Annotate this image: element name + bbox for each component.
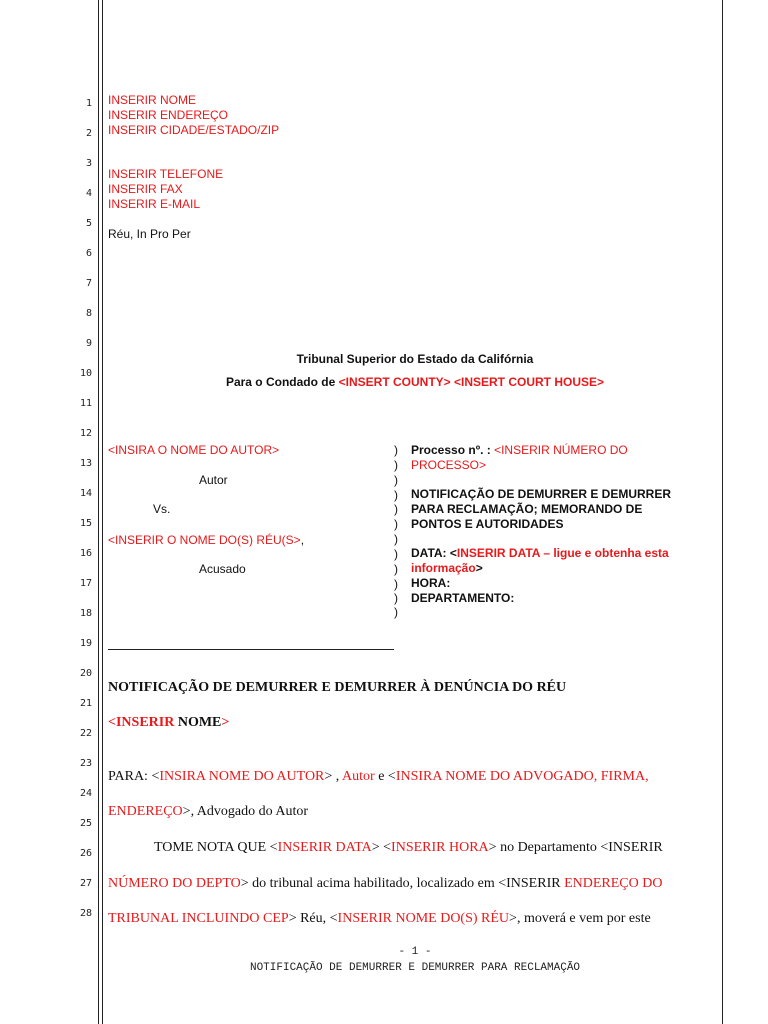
county-prefix: Para o Condado de xyxy=(225,375,339,389)
caption-paren: ) xyxy=(394,473,398,487)
line-number: 9 xyxy=(85,338,92,349)
to-sep: > , xyxy=(324,769,343,784)
time-placeholder: INSERIR HORA xyxy=(391,840,489,855)
line-number: 5 xyxy=(85,218,92,229)
county-field: <INSERT COUNTY> <INSERT COURT HOUSE> xyxy=(338,375,605,389)
address-placeholder: ENDEREÇO xyxy=(108,804,183,819)
case-number-line xyxy=(411,443,628,457)
line-number: 27 xyxy=(79,878,92,889)
defendant-placeholder: INSERIR NOME DO(S) RÉU xyxy=(337,911,510,926)
versus-label: Vs. xyxy=(153,502,171,516)
name-field: INSERIR NOME xyxy=(108,93,197,107)
court-title: Tribunal Superior do Estado da Califórnia xyxy=(296,352,534,366)
defendant-comma: , xyxy=(300,533,305,547)
right-margin-rule xyxy=(722,0,723,1024)
caption-paren: ) xyxy=(394,488,398,502)
party-role: Réu, In Pro Per xyxy=(108,227,191,241)
line-number: 2 xyxy=(85,128,92,139)
line-number: 12 xyxy=(79,428,92,439)
to-prefix: PARA: < xyxy=(108,769,160,784)
p1-sep: > < xyxy=(371,840,392,855)
line-number: 14 xyxy=(79,488,92,499)
caption-paren: ) xyxy=(394,458,398,472)
line-number: 15 xyxy=(79,518,92,529)
line-number: 10 xyxy=(79,368,92,379)
line-number: 11 xyxy=(79,398,92,409)
name-close: > xyxy=(221,715,230,730)
body-paragraph-line-3 xyxy=(108,911,651,927)
body-paragraph-line-2 xyxy=(108,876,662,892)
date-field: INSERIR DATA – ligue e obtenha esta xyxy=(456,546,669,560)
city-field: INSERIR CIDADE/ESTADO/ZIP xyxy=(108,123,280,137)
caption-paren: ) xyxy=(394,577,398,591)
name-open: < xyxy=(108,715,116,730)
defendant-name: <INSERIR O NOME DO(S) RÉU(S> xyxy=(108,533,301,547)
caption-paren: ) xyxy=(394,605,398,619)
date-field-cont: informação xyxy=(411,561,476,575)
line-number: 21 xyxy=(79,698,92,709)
line-number: 28 xyxy=(79,908,92,919)
plaintiff-role: Autor xyxy=(199,473,228,487)
notice-title-1: NOTIFICAÇÃO DE DEMURRER E DEMURRER xyxy=(411,487,672,501)
line-number: 26 xyxy=(79,848,92,859)
plaintiff-name: <INSIRA O NOME DO AUTOR> xyxy=(108,443,280,457)
hearing-date-line xyxy=(411,546,669,560)
date-close: > xyxy=(475,561,483,575)
caption-paren: ) xyxy=(394,443,398,457)
page-number: - 1 - xyxy=(398,946,432,958)
p2-text: > do tribunal acima habilitado, localizado em <INSERIR xyxy=(240,876,565,891)
case-number-field-cont: PROCESSO> xyxy=(411,458,487,472)
attorney-role: >, Advogado do Autor xyxy=(182,804,309,819)
defendant-line xyxy=(108,533,304,547)
line-number: 4 xyxy=(85,188,92,199)
name-placeholder-line xyxy=(108,715,229,731)
line-number: 16 xyxy=(79,548,92,559)
dept-placeholder: NÚMERO DO DEPTO xyxy=(108,876,241,891)
email-field: INSERIR E-MAIL xyxy=(108,197,201,211)
line-number: 3 xyxy=(85,158,92,169)
date-placeholder: INSERIR DATA xyxy=(277,840,372,855)
line-number: 8 xyxy=(85,308,92,319)
date-label: DATA: < xyxy=(411,546,457,560)
caption-underline xyxy=(108,649,394,650)
line-number: 24 xyxy=(79,788,92,799)
fax-field: INSERIR FAX xyxy=(108,182,183,196)
line-number: 18 xyxy=(79,608,92,619)
body-paragraph-line-1 xyxy=(154,840,663,856)
case-number-field: <INSERIR NÚMERO DO xyxy=(494,443,628,457)
addressee-line-1 xyxy=(108,769,649,785)
department-label: DEPARTAMENTO: xyxy=(411,591,515,605)
hearing-date-line-cont xyxy=(411,561,483,575)
line-number: 19 xyxy=(79,638,92,649)
p3-text: > Réu, < xyxy=(288,911,338,926)
line-number: 23 xyxy=(79,758,92,769)
line-number: 6 xyxy=(85,248,92,259)
line-number: 22 xyxy=(79,728,92,739)
p1-text: TOME NOTA QUE < xyxy=(154,840,278,855)
case-number-label: Processo nº. : xyxy=(411,443,495,457)
phone-field: INSERIR TELEFONE xyxy=(108,167,224,181)
plaintiff-role-inline: Autor xyxy=(342,769,375,784)
court-address-placeholder: ENDEREÇO DO xyxy=(564,876,663,891)
addressee-line-2 xyxy=(108,804,308,820)
zip-placeholder: TRIBUNAL INCLUINDO CEP xyxy=(108,911,289,926)
caption-paren: ) xyxy=(394,547,398,561)
line-number: 13 xyxy=(79,458,92,469)
caption-paren: ) xyxy=(394,591,398,605)
p1-tail: > no Departamento <INSERIR xyxy=(488,840,663,855)
defendant-role: Acusado xyxy=(199,562,246,576)
line-number: 20 xyxy=(79,668,92,679)
document-heading: NOTIFICAÇÃO DE DEMURRER E DEMURRER À DENÚNCIA DO RÉU xyxy=(108,680,567,695)
name-field-inline: INSERIR xyxy=(115,715,175,730)
court-county-line xyxy=(0,375,768,389)
left-margin-rule-outer xyxy=(98,0,99,1024)
notice-title-2: PARA RECLAMAÇÃO; MEMORANDO DE xyxy=(411,502,643,516)
caption-paren: ) xyxy=(394,562,398,576)
notice-title-3: PONTOS E AUTORIDADES xyxy=(411,517,564,531)
to-and: e < xyxy=(374,769,396,784)
line-number: 25 xyxy=(79,818,92,829)
left-margin-rule-inner xyxy=(102,0,103,1024)
line-number: 1 xyxy=(85,98,92,109)
line-number: 17 xyxy=(79,578,92,589)
footer-title: NOTIFICAÇÃO DE DEMURRER E DEMURRER PARA RECLAMAÇÃO xyxy=(249,962,581,974)
attorney-placeholder: INSIRA NOME DO ADVOGADO, FIRMA, xyxy=(395,769,649,784)
caption-paren: ) xyxy=(394,532,398,546)
p3-tail: >, moverá e vem por este xyxy=(509,911,651,926)
caption-paren: ) xyxy=(394,517,398,531)
line-number: 7 xyxy=(85,278,92,289)
name-rest: NOME xyxy=(174,715,222,730)
plaintiff-placeholder: INSIRA NOME DO AUTOR xyxy=(159,769,325,784)
address-field: INSERIR ENDEREÇO xyxy=(108,108,229,122)
time-label: HORA: xyxy=(411,576,451,590)
caption-paren: ) xyxy=(394,502,398,516)
